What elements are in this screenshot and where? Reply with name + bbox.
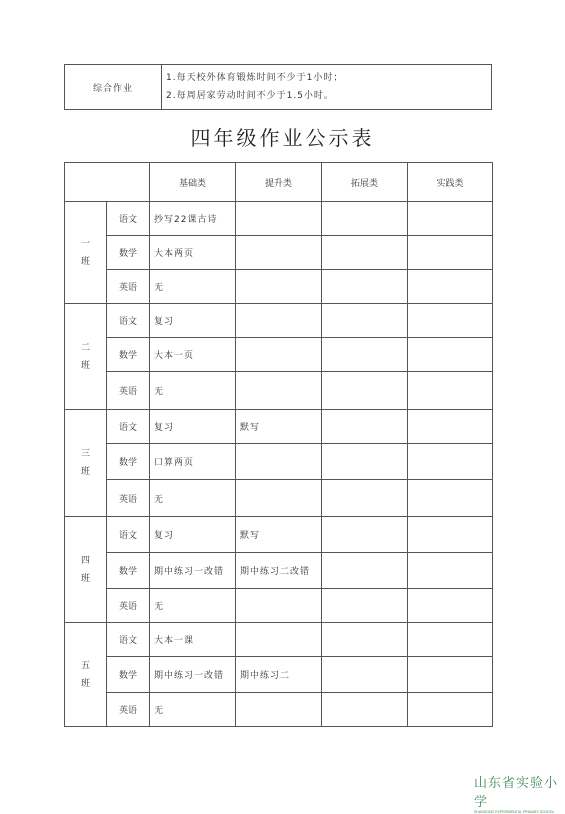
page-title: 四年级作业公示表: [190, 126, 375, 150]
subject-cell: 数学: [107, 236, 150, 270]
class-cell: [65, 623, 107, 727]
logo-text: 山东省实验小学: [474, 776, 559, 810]
basic-cell: 期中练习一改错: [150, 657, 236, 693]
basic-cell: 无: [150, 372, 236, 410]
improve-cell: [236, 338, 322, 372]
class-cell: [65, 410, 107, 517]
improve-cell: [236, 202, 322, 236]
extend-cell: [322, 444, 408, 480]
improve-cell: [236, 270, 322, 304]
extend-cell: [322, 623, 408, 657]
basic-cell: 大本两页: [150, 236, 236, 270]
extend-cell: [322, 270, 408, 304]
improve-cell: 期中练习二: [236, 657, 322, 693]
practice-cell: [408, 304, 493, 338]
subject-cell: 英语: [107, 270, 150, 304]
extend-cell: [322, 517, 408, 553]
table-row: [65, 202, 493, 236]
comprehensive-homework-table: [64, 64, 492, 110]
subject-cell: 语文: [107, 410, 150, 444]
subject-cell: 语文: [107, 517, 150, 553]
basic-cell: 复习: [150, 517, 236, 553]
header-corner: [65, 163, 150, 202]
school-logo: [474, 772, 564, 814]
table-row: [65, 236, 493, 270]
class-name: 五班: [80, 660, 90, 689]
table-row: [65, 338, 493, 372]
practice-cell: [408, 480, 493, 517]
practice-cell: [408, 270, 493, 304]
table-row: [65, 304, 493, 338]
comprehensive-line-1: 1.每天校外体育锻炼时间不少于1小时；: [166, 73, 344, 83]
basic-cell: 无: [150, 693, 236, 727]
comprehensive-label: 综合作业: [65, 65, 162, 110]
practice-cell: [408, 589, 493, 623]
class-name: 四班: [80, 555, 90, 584]
subject-cell: 英语: [107, 693, 150, 727]
class-name: 二班: [80, 342, 90, 371]
column-header: 拓展类: [322, 163, 408, 202]
practice-cell: [408, 517, 493, 553]
table-row: [65, 517, 493, 553]
table-row: [65, 693, 493, 727]
table-row: [65, 657, 493, 693]
practice-cell: [408, 553, 493, 589]
table-row: [65, 480, 493, 517]
table-row: [65, 553, 493, 589]
practice-cell: [408, 657, 493, 693]
basic-cell: 期中练习一改错: [150, 553, 236, 589]
basic-cell: 无: [150, 270, 236, 304]
practice-cell: [408, 410, 493, 444]
subject-cell: 语文: [107, 304, 150, 338]
basic-cell: 无: [150, 589, 236, 623]
practice-cell: [408, 372, 493, 410]
table-row: [65, 444, 493, 480]
extend-cell: [322, 657, 408, 693]
class-cell: [65, 202, 107, 304]
basic-cell: 大本一课: [150, 623, 236, 657]
practice-cell: [408, 693, 493, 727]
table-row: [65, 270, 493, 304]
basic-cell: 无: [150, 480, 236, 517]
improve-cell: [236, 304, 322, 338]
homework-table: [64, 162, 493, 727]
improve-cell: [236, 589, 322, 623]
improve-cell: [236, 372, 322, 410]
class-name: 三班: [80, 449, 90, 477]
practice-cell: [408, 623, 493, 657]
table-row: [65, 410, 493, 444]
extend-cell: [322, 236, 408, 270]
table-row: [65, 372, 493, 410]
header-row: [65, 163, 493, 202]
subject-cell: 数学: [107, 444, 150, 480]
logo-subtext: SHANDONG EXPERIMENTAL PRIMARY SCHOOL: [474, 810, 555, 814]
basic-cell: 抄写22课古诗: [150, 202, 236, 236]
improve-cell: 期中练习二改错: [236, 553, 322, 589]
basic-cell: 复习: [150, 410, 236, 444]
column-header: 提升类: [236, 163, 322, 202]
basic-cell: 大本一页: [150, 338, 236, 372]
extend-cell: [322, 480, 408, 517]
table-row: [65, 589, 493, 623]
improve-cell: [236, 480, 322, 517]
extend-cell: [322, 202, 408, 236]
column-header: 实践类: [408, 163, 493, 202]
subject-cell: 语文: [107, 202, 150, 236]
practice-cell: [408, 236, 493, 270]
class-cell: [65, 304, 107, 410]
subject-cell: 数学: [107, 657, 150, 693]
basic-cell: 口算两页: [150, 444, 236, 480]
practice-cell: [408, 202, 493, 236]
subject-cell: 数学: [107, 338, 150, 372]
practice-cell: [408, 444, 493, 480]
improve-cell: 默写: [236, 517, 322, 553]
subject-cell: 英语: [107, 589, 150, 623]
basic-cell: 复习: [150, 304, 236, 338]
subject-cell: 数学: [107, 553, 150, 589]
extend-cell: [322, 372, 408, 410]
class-name: 一班: [80, 238, 90, 267]
column-header: 基础类: [150, 163, 236, 202]
extend-cell: [322, 589, 408, 623]
improve-cell: [236, 623, 322, 657]
subject-cell: 语文: [107, 623, 150, 657]
extend-cell: [322, 304, 408, 338]
practice-cell: [408, 338, 493, 372]
improve-cell: [236, 693, 322, 727]
table-row: [65, 623, 493, 657]
extend-cell: [322, 693, 408, 727]
extend-cell: [322, 338, 408, 372]
improve-cell: [236, 444, 322, 480]
extend-cell: [322, 410, 408, 444]
subject-cell: 英语: [107, 480, 150, 517]
subject-cell: 英语: [107, 372, 150, 410]
comprehensive-line-2: 2.每周居家劳动时间不少于1.5小时。: [166, 91, 334, 101]
class-cell: [65, 517, 107, 623]
extend-cell: [322, 553, 408, 589]
improve-cell: 默写: [236, 410, 322, 444]
comprehensive-content: [162, 65, 492, 110]
improve-cell: [236, 236, 322, 270]
